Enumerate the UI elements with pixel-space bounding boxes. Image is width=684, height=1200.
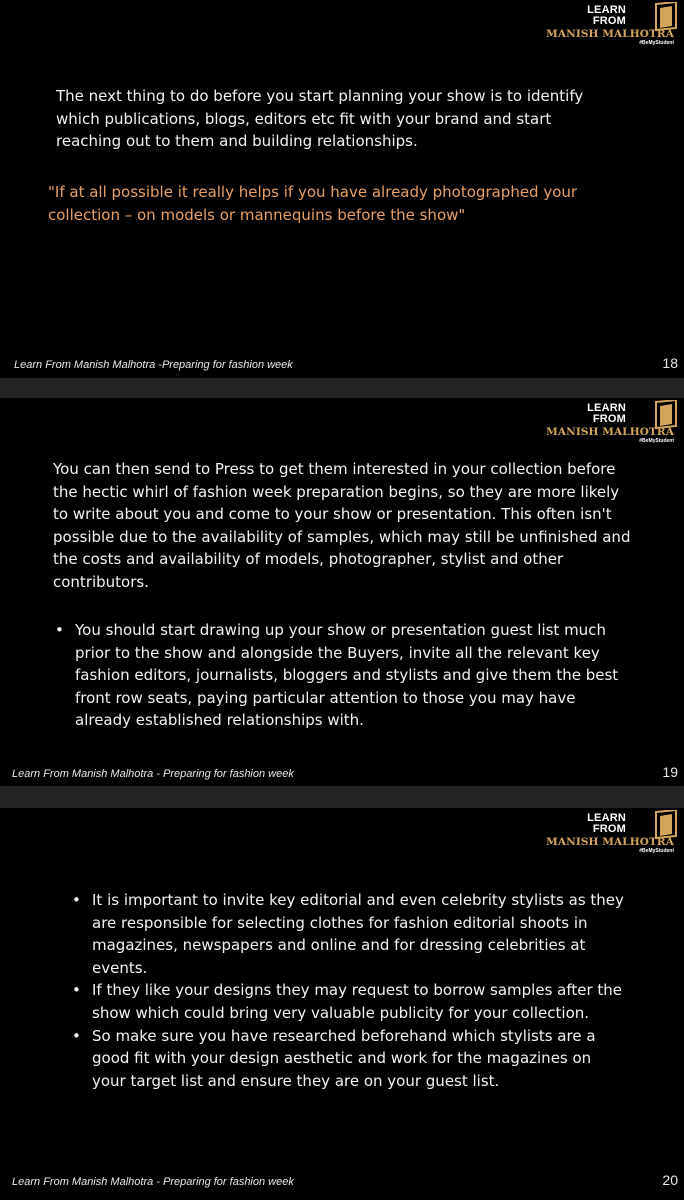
logo-tagline: #BeMyStudent — [639, 438, 674, 444]
logo-name-text: MANISH MALHOTRA — [546, 836, 674, 848]
page-number: 18 — [662, 355, 678, 371]
slide-20-bullet-list — [72, 889, 628, 1092]
logo-tagline: #BeMyStudent — [639, 848, 674, 854]
logo-from-text: FROM — [592, 413, 626, 425]
logo-from-text: FROM — [592, 15, 626, 27]
slide-footer: Learn From Manish Malhotra - Preparing for fashion week — [12, 768, 294, 780]
brand-logo — [546, 400, 678, 444]
logo-from-text: FROM — [592, 823, 626, 835]
slide-19-paragraph: You can then send to Press to get them interested in your collection before the hectic whirl of fashion week preparation begins, so they are more likely to write about you and come to your show or presentation. This often isn't possible due to the availability of samples, which may still be unfinished and the costs and availability of models, photographer, stylist and other contributors. — [53, 460, 631, 591]
logo-learn-text: LEARN — [587, 4, 626, 16]
logo-name-text: MANISH MALHOTRA — [546, 28, 674, 40]
slide-20 — [0, 808, 684, 1200]
logo-learn-text: LEARN — [587, 812, 626, 824]
slide-18 — [0, 0, 684, 378]
list-item: • If they like your designs they may request to borrow samples after the show which could bring very valuable publicity for your collection. — [72, 979, 628, 1024]
list-item: • You should start drawing up your show or presentation guest list much prior to the show and alongside the Buyers, invite all the relevant key fashion editors, journalists, bloggers and stylists and give them the best front row seats, paying particular attention to those you may have already established relationships with. — [55, 619, 625, 732]
list-item: • So make sure you have researched beforehand which stylists are a good fit with your design aesthetic and work for the magazines on your target list and ensure they are on your guest list. — [72, 1025, 628, 1093]
page-number: 19 — [662, 764, 678, 780]
page-number: 20 — [662, 1172, 678, 1188]
logo-learn-text: LEARN — [587, 402, 626, 414]
slide-18-paragraph: The next thing to do before you start planning your show is to identify which publications, blogs, editors etc fit with your brand and start reaching out to them and building relationships. — [56, 87, 584, 151]
slide-19 — [0, 398, 684, 786]
slide-footer: Learn From Manish Malhotra -Preparing for fashion week — [14, 359, 293, 371]
brand-logo — [546, 2, 678, 46]
slide-18-quote: "If at all possible it really helps if you have already photographed your collection – on models or mannequins before the show" — [48, 183, 578, 224]
slide-19-bullet-list — [55, 619, 625, 732]
logo-tagline: #BeMyStudent — [639, 40, 674, 46]
brand-logo — [546, 810, 678, 854]
slide-footer: Learn From Manish Malhotra - Preparing for fashion week — [12, 1176, 294, 1188]
list-item: • It is important to invite key editorial and even celebrity stylists as they are responsible for selecting clothes for fashion editorial shoots in magazines, newspapers and online and for dressing celebrities at events. — [72, 889, 628, 979]
logo-name-text: MANISH MALHOTRA — [546, 426, 674, 438]
